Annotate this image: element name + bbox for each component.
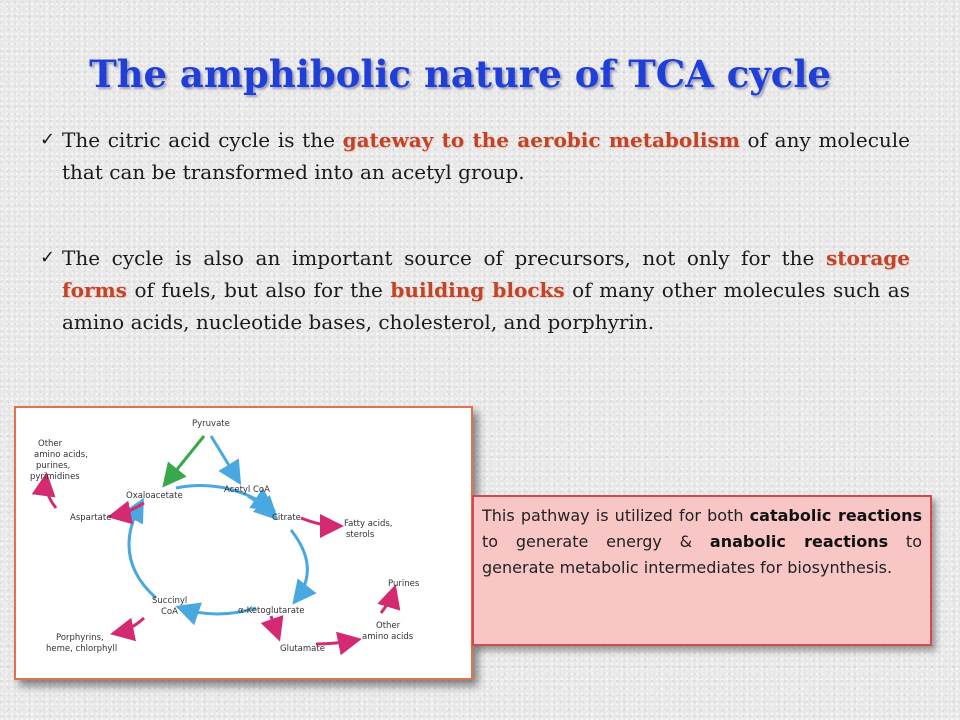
arrow-other-purines	[381, 590, 394, 613]
arrow-citrate-fatty	[301, 518, 338, 526]
check-icon: ✓	[40, 129, 56, 150]
bullet-text-part: of any molecule that can be transformed into an acetyl group.	[62, 128, 911, 184]
label-purines: Purines	[388, 579, 420, 589]
label-other-top-3: purines,	[36, 461, 71, 471]
label-other-aa-2: amino acids	[362, 632, 414, 642]
tca-cycle-svg	[16, 408, 471, 678]
label-fatty-1: Fatty acids,	[344, 519, 393, 529]
label-other-aa-1: Other	[376, 621, 401, 631]
label-citrate: Citrate	[272, 513, 301, 523]
bullet-text-part: of many other molecules such as amino acids, nucleotide bases, cholesterol, and porphyrin.	[62, 278, 910, 334]
label-oxaloacetate: Oxaloacetate	[126, 491, 183, 501]
check-icon: ✓	[40, 247, 56, 268]
arrow-pyruvate-oxaloacetate	[166, 436, 204, 483]
label-acetyl-coa: Acetyl CoA	[224, 485, 270, 495]
label-other-top-4: pyrimidines	[30, 472, 80, 482]
bullet-text	[40, 242, 910, 338]
label-other-top-2: amino acids,	[34, 450, 88, 460]
arrow-succinyl-porph	[116, 618, 144, 633]
bullet-gateway	[40, 124, 910, 188]
label-porph-1: Porphyrins,	[56, 633, 104, 643]
label-porph-2: heme, chlorphyll	[46, 644, 118, 654]
label-ketoglutarate: α-Ketoglutarate	[238, 606, 305, 616]
arrow-citrate-ketoglutarate	[291, 530, 307, 600]
note-text-part: to generate metabolic intermediates for biosynthesis.	[482, 532, 922, 577]
label-other-top-1: Other	[38, 439, 63, 449]
bullet-text-part: of fuels, but also for the	[126, 278, 391, 302]
label-succinyl-2: CoA	[161, 607, 178, 617]
bullet-precursors	[40, 242, 910, 338]
note-text-part: This pathway is utilized for both	[482, 506, 750, 525]
bullet-text-part: The citric acid cycle is the	[62, 128, 343, 152]
bullet-text	[40, 124, 910, 188]
bullet-text-part: The cycle is also an important source of precursors, not only for the	[62, 246, 826, 270]
arrow-aspartate-other	[46, 478, 56, 508]
label-succinyl-1: Succinyl	[152, 596, 188, 606]
arrow-pyruvate-acetylcoa	[211, 436, 238, 480]
highlight-storage-forms: storage forms	[62, 246, 910, 302]
label-glutamate: Glutamate	[280, 644, 325, 654]
note-text-part: to generate energy &	[482, 532, 710, 551]
arrow-keto-glutamate	[271, 616, 278, 636]
note-catabolic: catabolic reactions	[749, 506, 923, 525]
pathway-note-box	[472, 495, 932, 646]
note-anabolic: anabolic reactions	[709, 532, 889, 551]
highlight-building-blocks: building blocks	[390, 278, 565, 302]
tca-cycle-diagram	[14, 406, 473, 680]
label-fatty-2: sterols	[346, 530, 375, 540]
label-aspartate: Aspartate	[70, 513, 112, 523]
page-title: The amphibolic nature of TCA cycle	[89, 52, 831, 96]
label-pyruvate: Pyruvate	[192, 419, 230, 429]
highlight-gateway: gateway to the aerobic metabolism	[342, 128, 740, 152]
arrow-succinyl-oxaloacetate	[129, 503, 156, 598]
